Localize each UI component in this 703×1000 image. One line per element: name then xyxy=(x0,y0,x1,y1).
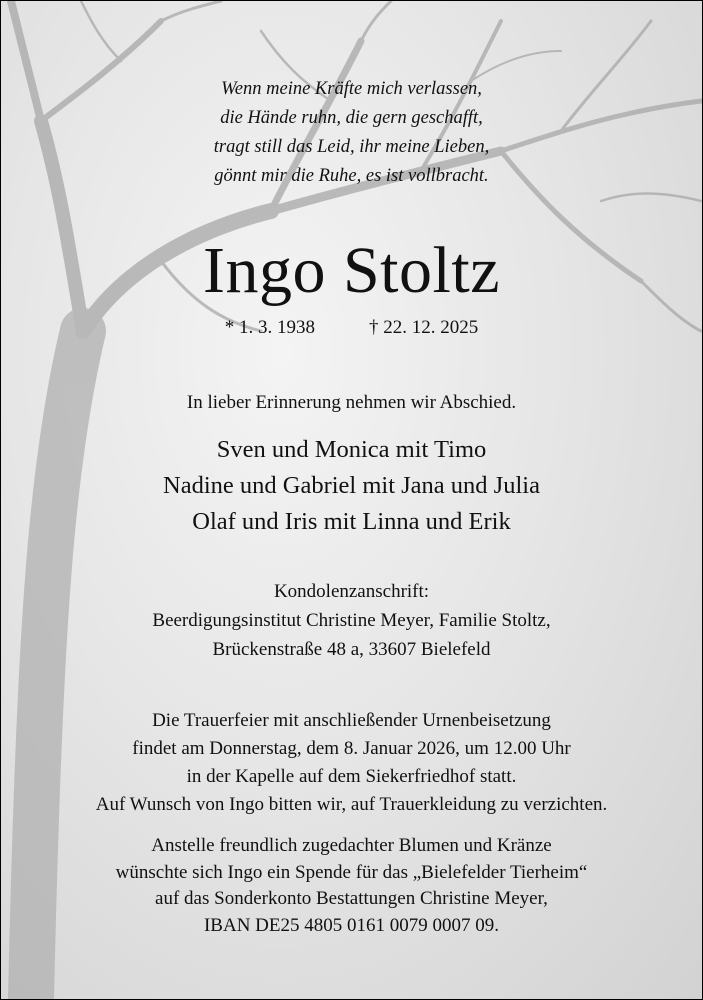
donation-line: wünschte sich Ingo ein Spende für das „Bielefelder Tierheim“ xyxy=(115,861,588,883)
address-line: Beerdigungsinstitut Christine Meyer, Familie Stoltz, xyxy=(152,610,551,631)
address-line: Brückenstraße 48 a, 33607 Bielefeld xyxy=(212,639,491,660)
donation-line: Anstelle freundlich zugedachter Blumen und Kränze xyxy=(151,835,552,856)
poem-line: tragt still das Leid, ihr meine Lieben, xyxy=(213,137,490,157)
life-dates xyxy=(1,315,702,341)
condolence-address xyxy=(1,577,702,664)
poem-verse xyxy=(1,75,702,191)
ceremony-line: Auf Wunsch von Ingo bitten wir, auf Trauerkleidung zu verzichten. xyxy=(95,794,608,815)
family-line: Sven und Monica mit Timo xyxy=(216,436,487,463)
death-date: † 22. 12. 2025 xyxy=(369,317,479,338)
obituary-content xyxy=(1,1,702,999)
family-line: Olaf und Iris mit Linna und Erik xyxy=(192,508,511,535)
deceased-name: Ingo Stoltz xyxy=(203,234,500,307)
address-line: Kondolenzanschrift: xyxy=(273,581,430,602)
poem-line: Wenn meine Kräfte mich verlassen, xyxy=(221,79,482,99)
farewell-text: In lieber Erinnerung nehmen wir Abschied. xyxy=(186,392,517,413)
family-line: Nadine und Gabriel mit Jana und Julia xyxy=(163,472,540,499)
ceremony-line: Die Trauerfeier mit anschließender Urnenbeisetzung xyxy=(152,710,551,731)
donation-line: auf das Sonderkonto Bestattungen Christine Meyer, xyxy=(155,888,548,909)
poem-line: gönnt mir die Ruhe, es ist vollbracht. xyxy=(214,166,489,186)
poem-line: die Hände ruhn, die gern geschafft, xyxy=(220,108,483,128)
ceremony-line: findet am Donnerstag, dem 8. Januar 2026, um 12.00 Uhr xyxy=(132,738,571,759)
ceremony-line: in der Kapelle auf dem Siekerfriedhof statt. xyxy=(186,766,517,787)
ceremony-notice xyxy=(1,707,702,819)
donation-line: IBAN DE25 4805 0161 0079 0007 09. xyxy=(203,914,500,936)
donation-notice xyxy=(1,833,702,939)
birth-date: * 1. 3. 1938 xyxy=(224,317,315,338)
family-list xyxy=(1,432,702,540)
